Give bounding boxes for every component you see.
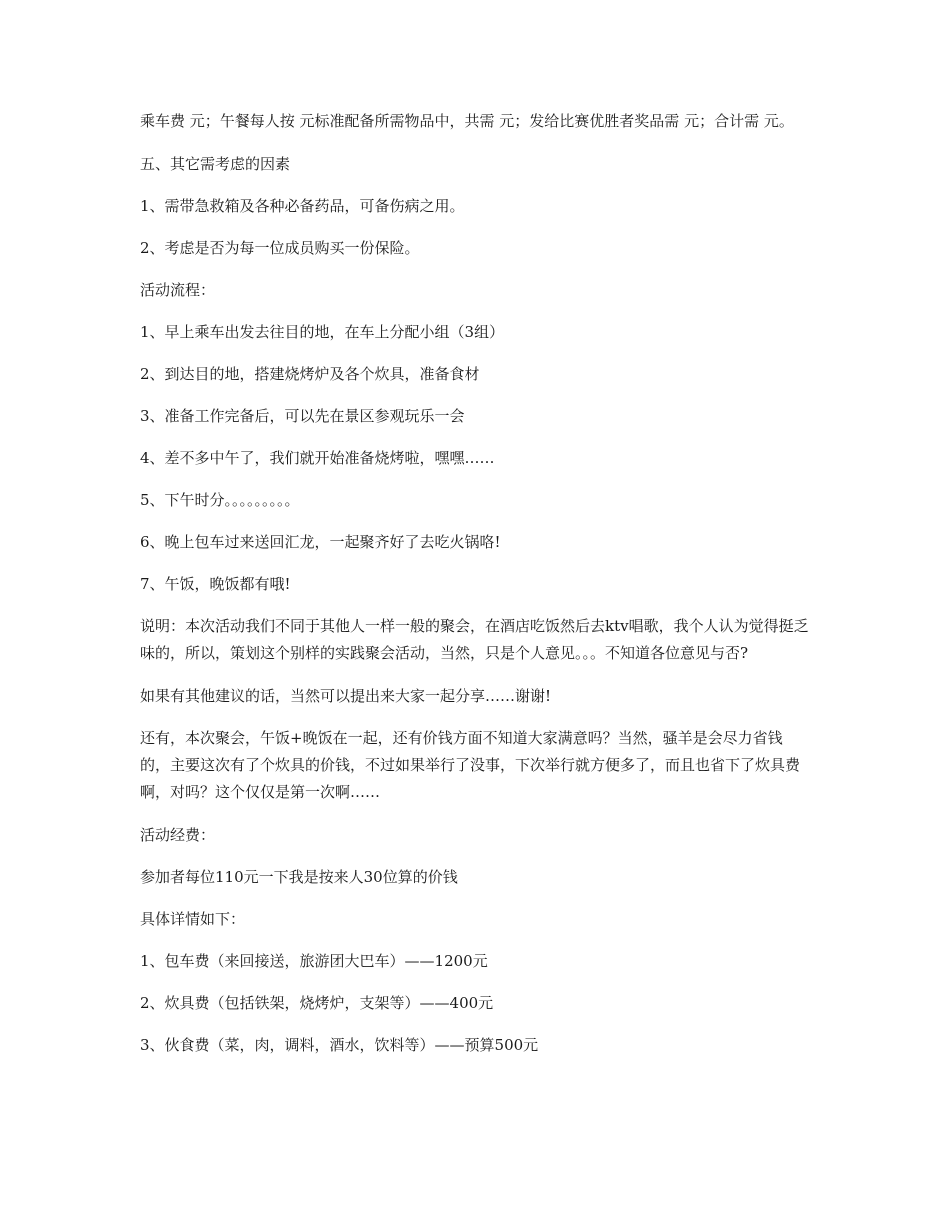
list-item: 2、炊具费（包括铁架，烧烤炉，支架等）——400元	[140, 994, 494, 1012]
list-item: 1、包车费（来回接送，旅游团大巴车）——1200元	[140, 952, 488, 970]
list-item: 4、差不多中午了，我们就开始准备烧烤啦，嘿嘿……	[140, 449, 495, 467]
list-item: 2、考虑是否为每一位成员购买一份保险。	[140, 239, 420, 257]
list-item: 1、早上乘车出发去往目的地，在车上分配小组（3组）	[140, 323, 505, 341]
list-item: 2、到达目的地，搭建烧烤炉及各个炊具，准备食材	[140, 365, 480, 383]
cost-note-paragraph: 还有，本次聚会，午饭+晚饭在一起，还有价钱方面不知道大家满意吗？当然，骚羊是会尽力省钱的，主要这次有了个炊具的价钱，不过如果举行了没事，下次举行就方便多了，而且也省下了炊具费啊，对吗？这个仅仅是第一次啊……	[140, 729, 801, 801]
list-item: 5、下午时分。。。。。。。。。	[140, 491, 300, 509]
list-item: 1、需带急救箱及各种必备药品，可备伤病之用。	[140, 197, 465, 215]
per-person-fee-text: 参加者每位110元一下我是按来人30位算的价钱	[140, 868, 458, 886]
section-heading-other-factors: 五、其它需考虑的因素	[140, 155, 291, 173]
list-item: 6、晚上包车过来送回汇龙，一起聚齐好了去吃火锅咯!	[140, 533, 501, 551]
section-heading-activity-flow: 活动流程：	[140, 281, 216, 299]
section-heading-activity-budget: 活动经费：	[140, 826, 216, 844]
list-item: 3、伙食费（菜，肉，调料，酒水，饮料等）——预算500元	[140, 1036, 539, 1054]
list-item: 3、准备工作完备后，可以先在景区参观玩乐一会	[140, 407, 465, 425]
document-page	[140, 108, 812, 1074]
details-heading: 具体详情如下：	[140, 910, 246, 928]
budget-summary-paragraph: 乘车费 元；午餐每人按 元标准配备所需物品中，共需 元；发给比赛优胜者奖品需 元；合计需 元。	[140, 112, 794, 130]
suggestion-paragraph: 如果有其他建议的话，当然可以提出来大家一起分享……谢谢!	[140, 687, 552, 705]
explanation-paragraph: 说明：本次活动我们不同于其他人一样一般的聚会，在酒店吃饭然后去ktv唱歌，我个人认为觉得挺乏味的，所以，策划这个别样的实践聚会活动，当然，只是个人意见。。。不知道各位意见与否?	[140, 617, 809, 662]
list-item: 7、午饭，晚饭都有哦!	[140, 575, 291, 593]
